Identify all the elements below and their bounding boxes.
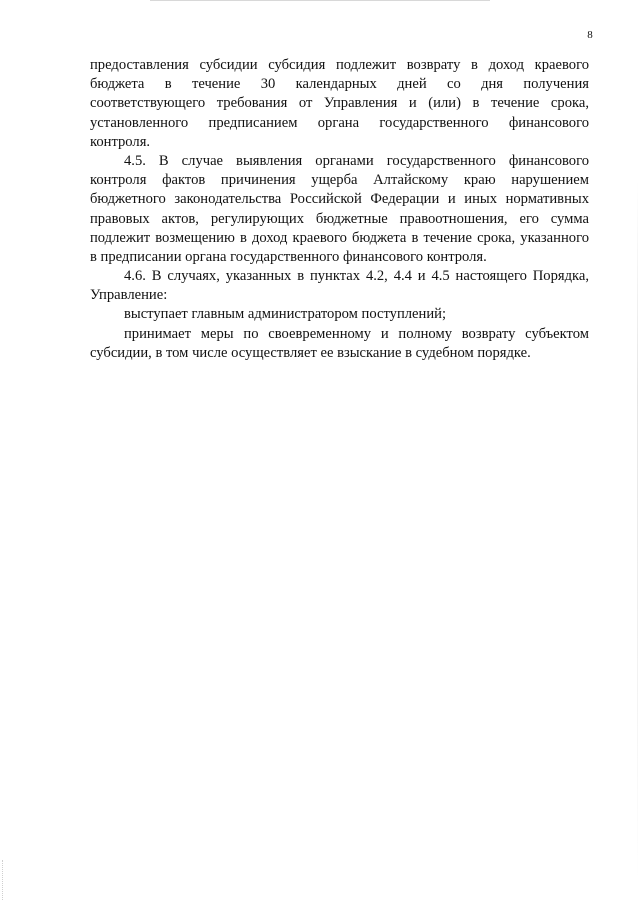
text-line: бюджета в течение 30 календарных дней со дня получения xyxy=(90,76,589,93)
text-line: установленного предписанием органа государственного финансового xyxy=(90,114,589,131)
text-line: соответствующего требования от Управления и (или) в течение срока, xyxy=(90,95,589,112)
text-line: субсидии, в том числе осуществляет ее взыскание в судебном порядке. xyxy=(90,344,531,361)
text-line: в предписании органа государственного финансового контроля. xyxy=(90,248,487,265)
list-item-text: принимает меры по своевременному и полному возврату субъектом xyxy=(124,325,589,342)
paragraph-4-5-first-line: 4.5. В случае выявления органами государственного финансового xyxy=(124,152,589,169)
scan-top-edge xyxy=(150,0,490,1)
scan-left-artifact xyxy=(2,860,6,900)
text-line: контроля фактов причинения ущерба Алтайскому краю нарушением xyxy=(90,172,589,189)
scan-right-edge xyxy=(637,180,638,880)
text-line: подлежит возмещению в доход краевого бюджета в течение срока, указанного xyxy=(90,229,589,246)
text-line: бюджетного законодательства Российской Федерации и иных нормативных xyxy=(90,191,589,208)
paragraph-4-6-first-line: 4.6. В случаях, указанных в пунктах 4.2, 4.4 и 4.5 настоящего Порядка, xyxy=(124,268,589,285)
document-body xyxy=(90,56,589,363)
text-line: предоставления субсидии субсидия подлежит возврату в доход краевого xyxy=(90,57,589,73)
text-line: Управление: xyxy=(90,287,168,304)
text-line: контроля. xyxy=(90,133,151,150)
list-item-text: выступает главным администратором поступлений; xyxy=(124,306,447,323)
text-line: правовых актов, регулирующих бюджетные правоотношения, его сумма xyxy=(90,210,589,227)
page-number: 8 xyxy=(587,29,593,41)
